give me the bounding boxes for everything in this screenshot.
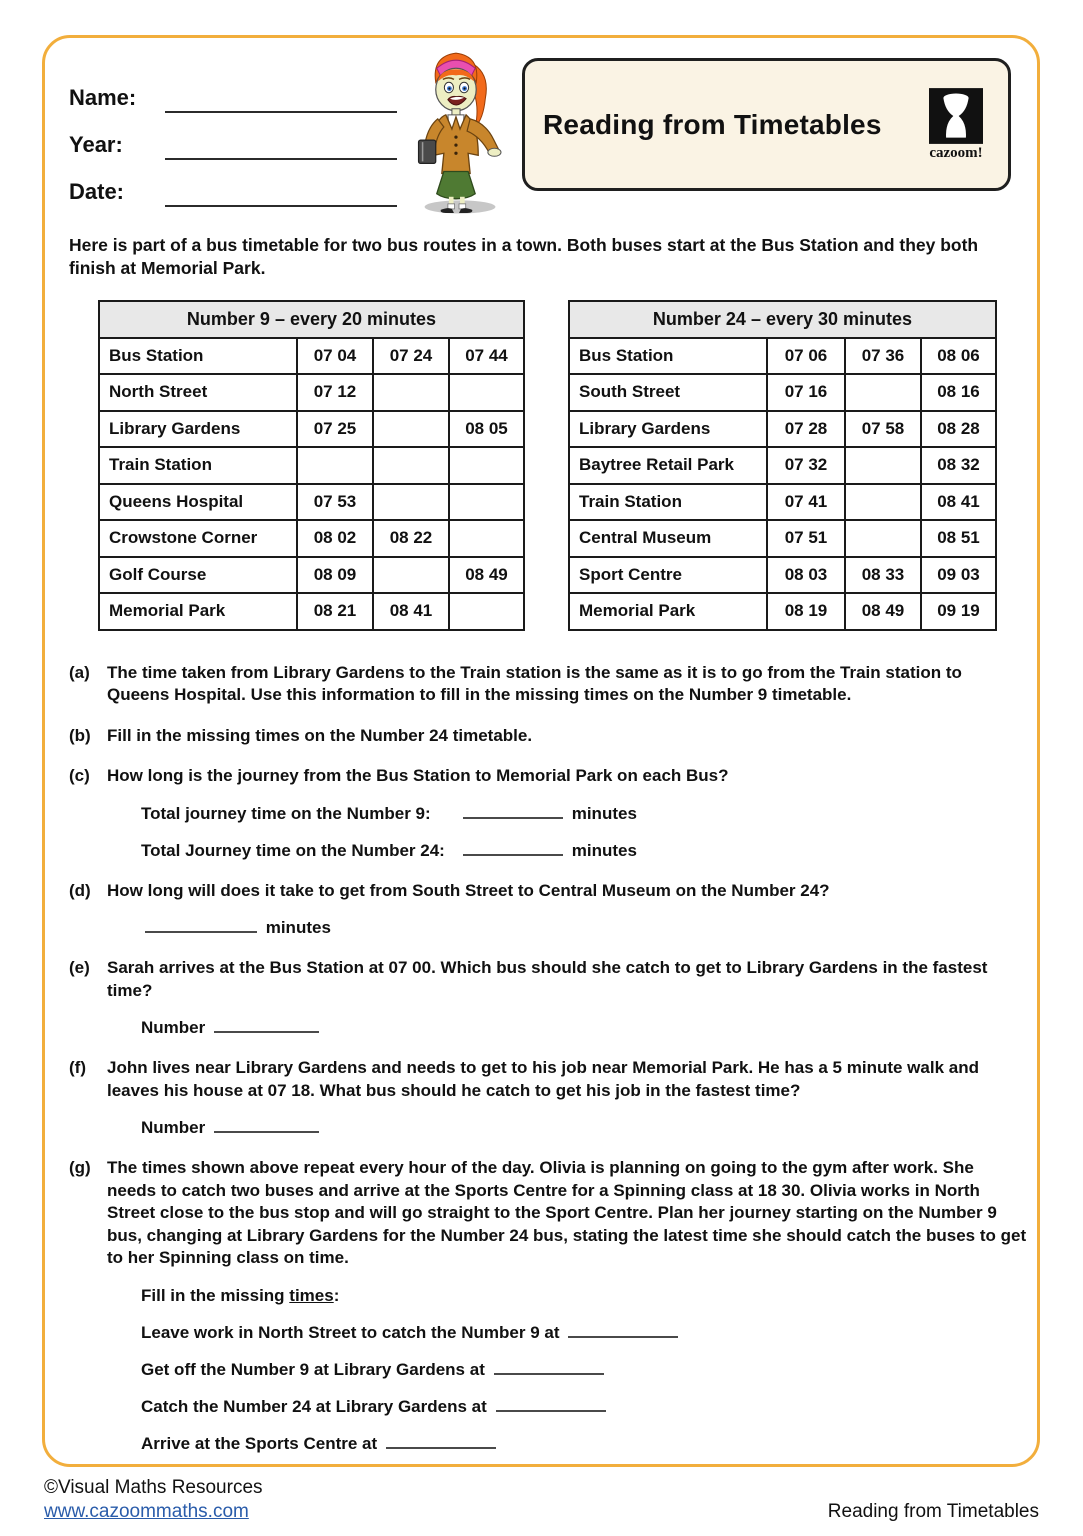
question-label: (e) bbox=[69, 958, 90, 978]
answer-blank bbox=[568, 1322, 678, 1338]
questions-section bbox=[69, 662, 1027, 1455]
timetable-row bbox=[569, 593, 996, 630]
empty-time-cell bbox=[373, 484, 449, 521]
time-cell: 07 53 bbox=[297, 484, 373, 521]
footer-worksheet-title: Reading from Timetables bbox=[827, 1501, 1039, 1522]
time-cell: 07 28 bbox=[767, 411, 845, 448]
empty-time-cell bbox=[449, 484, 524, 521]
answer-line bbox=[141, 1117, 1027, 1139]
question-text: Sarah arrives at the Bus Station at 07 00. Which bus should she catch to get to Library Gardens in the fastest time? bbox=[107, 958, 988, 1000]
empty-time-cell bbox=[845, 447, 921, 484]
answer-line bbox=[141, 917, 1027, 939]
answer-line-text: Total journey time on the Number 9: bbox=[141, 803, 459, 823]
answer-line-underlined-word: times bbox=[289, 1285, 334, 1305]
timetable-row bbox=[569, 447, 996, 484]
stop-name-cell: Crowstone Corner bbox=[99, 520, 297, 557]
answer-blank bbox=[494, 1359, 604, 1375]
page-title: Reading from Timetables bbox=[543, 108, 882, 140]
timetable-title bbox=[569, 301, 996, 338]
drum-icon bbox=[929, 88, 983, 144]
time-cell: 08 05 bbox=[449, 411, 524, 448]
timetable-route-label: Number 9 bbox=[186, 308, 270, 329]
time-cell: 07 12 bbox=[297, 374, 373, 411]
answer-line-text: Number bbox=[141, 1118, 210, 1138]
answer-line-text: : bbox=[333, 1285, 340, 1305]
empty-time-cell bbox=[449, 447, 524, 484]
stop-name-cell: Bus Station bbox=[99, 338, 297, 375]
year-field-line bbox=[165, 134, 397, 160]
question-item bbox=[69, 662, 1027, 707]
student-mascot-illustration bbox=[405, 44, 511, 216]
answer-line bbox=[141, 840, 1027, 862]
time-cell: 08 02 bbox=[297, 520, 373, 557]
question-label: (c) bbox=[69, 766, 90, 786]
timetable-row bbox=[99, 411, 524, 448]
stop-name-cell: Bus Station bbox=[569, 338, 767, 375]
question-label: (g) bbox=[69, 1158, 91, 1178]
date-field-line bbox=[165, 181, 397, 207]
question-label: (f) bbox=[69, 1058, 86, 1078]
timetable-row bbox=[569, 484, 996, 521]
timetable-route-label: Number 24 bbox=[652, 308, 746, 329]
answer-line bbox=[141, 1017, 1027, 1039]
time-cell: 07 16 bbox=[767, 374, 845, 411]
student-id-fields bbox=[69, 66, 397, 207]
timetable-row bbox=[99, 338, 524, 375]
question-text: How long is the journey from the Bus Station to Memorial Park on each Bus? bbox=[107, 766, 729, 786]
answer-line-text: minutes bbox=[261, 918, 331, 938]
timetable-number-9 bbox=[98, 300, 525, 631]
timetable-row bbox=[99, 374, 524, 411]
time-cell: 08 22 bbox=[373, 520, 449, 557]
timetable-row bbox=[99, 593, 524, 630]
answer-line bbox=[141, 1396, 1027, 1418]
question-label: (d) bbox=[69, 880, 91, 900]
time-cell: 08 49 bbox=[449, 557, 524, 594]
time-cell: 08 51 bbox=[921, 520, 996, 557]
question-item bbox=[69, 1157, 1027, 1269]
year-field-label: Year: bbox=[69, 132, 123, 157]
empty-time-cell bbox=[297, 447, 373, 484]
date-field bbox=[69, 160, 397, 207]
time-cell: 08 41 bbox=[921, 484, 996, 521]
intro-text: Here is part of a bus timetable for two bus routes in a town. Both buses start at the Bus Station and they both finish at Memorial Park. bbox=[69, 235, 979, 279]
stop-name-cell: South Street bbox=[569, 374, 767, 411]
time-cell: 08 06 bbox=[921, 338, 996, 375]
answer-line-text: minutes bbox=[567, 803, 637, 823]
time-cell: 07 51 bbox=[767, 520, 845, 557]
time-cell: 07 58 bbox=[845, 411, 921, 448]
empty-time-cell bbox=[845, 484, 921, 521]
question-text: Fill in the missing times on the Number 24 timetable. bbox=[107, 725, 533, 745]
cazoom-logo bbox=[922, 88, 990, 162]
time-cell: 07 24 bbox=[373, 338, 449, 375]
answer-line-text: Get off the Number 9 at Library Gardens at bbox=[141, 1359, 490, 1379]
cazoom-logo-caption: cazoom! bbox=[929, 144, 983, 161]
footer-website-link[interactable]: www.cazoommaths.com bbox=[44, 1501, 249, 1522]
stop-name-cell: Memorial Park bbox=[569, 593, 767, 630]
question-item bbox=[69, 765, 1027, 787]
empty-time-cell bbox=[449, 520, 524, 557]
name-field-label: Name: bbox=[69, 85, 137, 110]
timetable-row bbox=[99, 557, 524, 594]
time-cell: 08 41 bbox=[373, 593, 449, 630]
worksheet-border bbox=[42, 35, 1040, 1467]
answer-blank bbox=[496, 1396, 606, 1412]
time-cell: 09 03 bbox=[921, 557, 996, 594]
answer-line-text: Catch the Number 24 at Library Gardens at bbox=[141, 1396, 492, 1416]
answer-line-text: Number bbox=[141, 1018, 210, 1038]
timetable-row bbox=[99, 484, 524, 521]
timetable-row bbox=[99, 520, 524, 557]
time-cell: 08 21 bbox=[297, 593, 373, 630]
time-cell: 07 44 bbox=[449, 338, 524, 375]
question-text: The time taken from Library Gardens to the Train station is the same as it is to go from the Train station to Queens Hospital. Use this information to fill in the missing times on the Number 9 timetable. bbox=[107, 663, 962, 705]
answer-line-text: Fill in the missing bbox=[141, 1285, 290, 1305]
time-cell: 08 19 bbox=[767, 593, 845, 630]
answer-line-text: Arrive at the Sports Centre at bbox=[141, 1433, 382, 1453]
time-cell: 08 33 bbox=[845, 557, 921, 594]
question-label: (a) bbox=[69, 663, 90, 682]
stop-name-cell: Memorial Park bbox=[99, 593, 297, 630]
answer-blank bbox=[145, 917, 257, 933]
title-box bbox=[522, 58, 1011, 191]
answer-line bbox=[141, 1285, 1027, 1307]
time-cell: 07 25 bbox=[297, 411, 373, 448]
stop-name-cell: Sport Centre bbox=[569, 557, 767, 594]
timetable-row bbox=[569, 557, 996, 594]
answer-blank bbox=[214, 1117, 319, 1133]
empty-time-cell bbox=[373, 411, 449, 448]
empty-time-cell bbox=[449, 593, 524, 630]
timetable-row bbox=[569, 411, 996, 448]
time-cell: 08 49 bbox=[845, 593, 921, 630]
stop-name-cell: Library Gardens bbox=[99, 411, 297, 448]
empty-time-cell bbox=[845, 520, 921, 557]
timetable-row bbox=[569, 520, 996, 557]
time-cell: 07 06 bbox=[767, 338, 845, 375]
time-cell: 09 19 bbox=[921, 593, 996, 630]
answer-line-text: Total Journey time on the Number 24: bbox=[141, 840, 460, 860]
empty-time-cell bbox=[373, 447, 449, 484]
question-item bbox=[69, 957, 1027, 1002]
time-cell: 08 32 bbox=[921, 447, 996, 484]
year-field bbox=[69, 113, 397, 160]
question-item bbox=[69, 880, 1027, 902]
stop-name-cell: Train Station bbox=[569, 484, 767, 521]
answer-line bbox=[141, 1433, 1027, 1455]
answer-blank bbox=[386, 1433, 496, 1449]
timetable-row bbox=[99, 447, 524, 484]
answer-blank bbox=[463, 803, 563, 819]
answer-line-text: Leave work in North Street to catch the Number 9 at bbox=[141, 1322, 565, 1342]
question-item bbox=[69, 725, 1027, 747]
time-cell: 07 32 bbox=[767, 447, 845, 484]
timetable-title bbox=[99, 301, 524, 338]
stop-name-cell: Library Gardens bbox=[569, 411, 767, 448]
stop-name-cell: Baytree Retail Park bbox=[569, 447, 767, 484]
stop-name-cell: Golf Course bbox=[99, 557, 297, 594]
answer-blank bbox=[214, 1017, 319, 1033]
question-item bbox=[69, 1057, 1027, 1102]
time-cell: 08 03 bbox=[767, 557, 845, 594]
stop-name-cell: North Street bbox=[99, 374, 297, 411]
empty-time-cell bbox=[845, 374, 921, 411]
time-cell: 08 09 bbox=[297, 557, 373, 594]
timetable-frequency-label: – every 30 minutes bbox=[750, 308, 913, 329]
answer-blank bbox=[463, 840, 563, 856]
answer-line-text: minutes bbox=[567, 840, 637, 860]
timetable-number-24 bbox=[568, 300, 997, 631]
timetable-row bbox=[569, 374, 996, 411]
name-field bbox=[69, 66, 397, 113]
question-text: How long will does it take to get from South Street to Central Museum on the Number 24? bbox=[107, 880, 830, 900]
stop-name-cell: Central Museum bbox=[569, 520, 767, 557]
name-field-line bbox=[165, 87, 397, 113]
answer-line bbox=[141, 803, 1027, 825]
question-text: The times shown above repeat every hour of the day. Olivia is planning on going to the gym after work. She needs to catch two buses and arrive at the Sports Centre for a Spinning class at 18 30. Olivia works in North Street close to the bus stop and will go straight to the Sport Centre. Plan her journey starting on the Number 9 bus, changing at Library Gardens for the Number 24 bus, stating the latest time she should catch the buses to get to her Spinning class on time. bbox=[107, 1158, 1027, 1268]
stop-name-cell: Queens Hospital bbox=[99, 484, 297, 521]
question-text: John lives near Library Gardens and needs to get to his job near Memorial Park. He has a 5 minute walk and leaves his house at 07 18. What bus should he catch to get his job in the fastest time? bbox=[107, 1058, 979, 1100]
question-label: (b) bbox=[69, 725, 91, 745]
time-cell: 08 16 bbox=[921, 374, 996, 411]
time-cell: 07 41 bbox=[767, 484, 845, 521]
answer-line bbox=[141, 1322, 1027, 1344]
empty-time-cell bbox=[449, 374, 524, 411]
empty-time-cell bbox=[373, 374, 449, 411]
time-cell: 07 36 bbox=[845, 338, 921, 375]
date-field-label: Date: bbox=[69, 179, 125, 204]
footer-copyright: ©Visual Maths Resources bbox=[44, 1477, 263, 1498]
timetable-row bbox=[569, 338, 996, 375]
empty-time-cell bbox=[373, 557, 449, 594]
stop-name-cell: Train Station bbox=[99, 447, 297, 484]
answer-line bbox=[141, 1359, 1027, 1381]
time-cell: 07 04 bbox=[297, 338, 373, 375]
timetable-frequency-label: – every 20 minutes bbox=[274, 308, 437, 329]
time-cell: 08 28 bbox=[921, 411, 996, 448]
